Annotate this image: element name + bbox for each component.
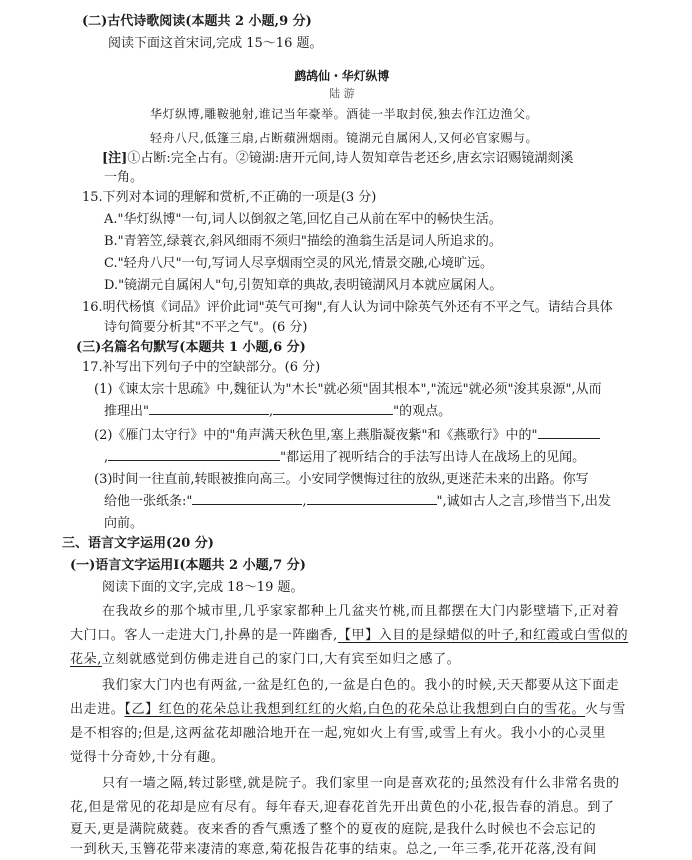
passage-p3-line-1: 只有一墙之隔,转过影壁,就是院子。我们家里一向是喜欢花的;虽然没有什么非常名贵的	[102, 776, 620, 791]
q17-1-line-2	[104, 402, 451, 422]
passage-p1-line-1: 在我故乡的那个城市里,几乎家家都种上几盆夹竹桃,而且都摆在大门内影壁墙下,正对着	[102, 604, 620, 619]
q17-2-suffix: "都运用了视听结合的手法写出诗人在战场上的见闻。	[280, 450, 586, 465]
poem-line-2: 轻舟八尺,低篷三扇,占断蘋洲烟雨。镜湖元自属闲人,又何必官家赐与。	[150, 131, 538, 145]
q17-3-suffix: ",诚如古人之言,珍惜当下,出发	[436, 494, 611, 509]
q17-2-separator: ,	[104, 450, 109, 465]
passage-p2-line-3: 是不相容的;但是,这两盆花却融洽地开在一起,宛如火上有雪,或雪上有火。我小小的心灵里	[70, 726, 606, 741]
q17-1-separator: ,	[268, 404, 274, 419]
q17-1-blank-1[interactable]	[149, 402, 269, 415]
question-16-line-1: 16.明代杨慎《词品》评价此词"英气可掬",有人认为词中除英气外还有不平之气。请结合具体	[82, 300, 613, 315]
q17-3-prefix: 给他一张纸条:"	[104, 494, 193, 509]
passage-p1-line-2	[70, 626, 628, 646]
note-line-2: 一角。	[104, 170, 144, 185]
passage-p3-line-4: 一到秋天,玉簪花带来凄清的寒意,菊花报告花事的结束。总之,一年三季,花开花落,没有间	[70, 842, 597, 857]
passage-p2-line-2	[70, 700, 626, 720]
note-line-1: ①占断:完全占有。②镜湖:唐开元间,诗人贺知章告老还乡,唐玄宗诏赐镜湖剡溪	[127, 151, 574, 166]
passage-mark-yi: 【乙】红色的花朵总让我想到红红的火焰,白色的花朵总让我想到白白的雪花。	[124, 702, 586, 717]
passage-p1-text: 大门口。客人一走进大门,扑鼻的是一阵幽香,	[70, 628, 338, 643]
note-label: [注]	[102, 151, 128, 166]
q17-2-blank-1[interactable]	[538, 426, 600, 439]
part-heading-language: 三、语言文字运用(20 分)	[62, 536, 214, 551]
passage-p1-text-2: 立刻就感觉到仿佛走进自己的家门口,大有宾至如归之感了。	[101, 652, 461, 667]
poetry-instruction: 阅读下面这首宋词,完成 15～16 题。	[108, 36, 323, 51]
q17-2-blank-2[interactable]	[108, 448, 280, 461]
question-16-line-2: 诗句简要分析其"不平之气"。(6 分)	[104, 320, 308, 335]
passage-p2-text-2: 火与雪	[585, 702, 626, 717]
passage-mark-jia-end: 花朵,	[70, 652, 102, 667]
q17-1-prefix: 推理出"	[104, 404, 149, 419]
q17-3-line-2	[104, 492, 611, 512]
passage-p1-line-3	[70, 650, 460, 670]
subsection-heading-language-1: (一)语言文字运用Ⅰ(本题共 2 小题,7 分)	[70, 558, 306, 573]
section-heading-recitation: (三)名篇名句默写(本题共 1 小题,6 分)	[76, 340, 306, 355]
passage-p2-line-4: 觉得十分奇妙,十分有趣。	[70, 750, 225, 765]
question-15: 15.下列对本词的理解和赏析,不正确的一项是(3 分)	[82, 190, 377, 205]
q15-option-c: C."轻舟八尺"一句,写词人尽享烟雨空灵的风光,情景交融,心境旷远。	[104, 256, 493, 271]
q17-3-line-3: 向前。	[104, 516, 144, 531]
q17-3-line-1: (3)时间一往直前,转眼被推向高三。小安同学懊悔过往的放纵,更迷茫未来的出路。你写	[94, 472, 589, 487]
section-heading-poetry: (二)古代诗歌阅读(本题共 2 小题,9 分)	[82, 14, 312, 29]
q17-1-suffix: "的观点。	[393, 404, 452, 419]
q15-option-d: D."镜湖元自属闲人"句,引贺知章的典故,表明镜湖风月本就应属闲人。	[104, 278, 503, 293]
question-17: 17.补写出下列句子中的空缺部分。(6 分)	[82, 360, 321, 375]
q17-2-prefix: (2)《雁门太守行》中的"角声满天秋色里,塞上燕脂凝夜紫"和《燕歌行》中的"	[94, 428, 538, 443]
passage-p2-text: 出走进。	[70, 702, 125, 717]
q15-option-a: A."华灯纵博"一句,词人以倒叙之笔,回忆自己从前在军中的畅快生活。	[104, 212, 502, 227]
q17-1-line-1: (1)《谏太宗十思疏》中,魏征认为"木长"就必须"固其根本","流远"就必须"浚其泉源",从而	[94, 382, 602, 397]
q17-3-separator: ,	[302, 494, 307, 509]
q17-3-blank-2[interactable]	[307, 492, 437, 505]
passage-p3-line-2: 花,但是常见的花却是应有尽有。每年春天,迎春花首先开出黄色的小花,报告春的消息。到了	[70, 800, 615, 815]
q17-2-line-1	[94, 426, 600, 446]
poem-title: 鹧鸪仙・华灯纵博	[294, 69, 390, 83]
poem-line-1: 华灯纵博,雕鞍驰射,谁记当年豪举。酒徒一半取封侯,独去作江边渔父。	[150, 107, 538, 121]
q17-3-blank-1[interactable]	[192, 492, 302, 505]
q17-1-blank-2[interactable]	[273, 402, 393, 415]
q17-2-line-2	[104, 448, 585, 468]
passage-instruction: 阅读下面的文字,完成 18～19 题。	[102, 580, 304, 595]
passage-p2-line-1: 我们家大门内也有两盆,一盆是红色的,一盆是白色的。我小的时候,天天都要从这下面走	[102, 678, 620, 693]
passage-p3-line-3: 夏天,更是满院葳蕤。夜来香的香气熏透了整个的夏夜的庭院,是我什么时候也不会忘记的	[70, 822, 597, 837]
poem-author: 陆 游	[329, 87, 355, 100]
q15-option-b: B."青箬笠,绿蓑衣,斜风细雨不须归"描绘的渔翁生活是词人所追求的。	[104, 234, 502, 249]
passage-mark-jia: 【甲】入目的是绿蜡似的叶子,和红霞或白雪似的	[337, 628, 629, 643]
